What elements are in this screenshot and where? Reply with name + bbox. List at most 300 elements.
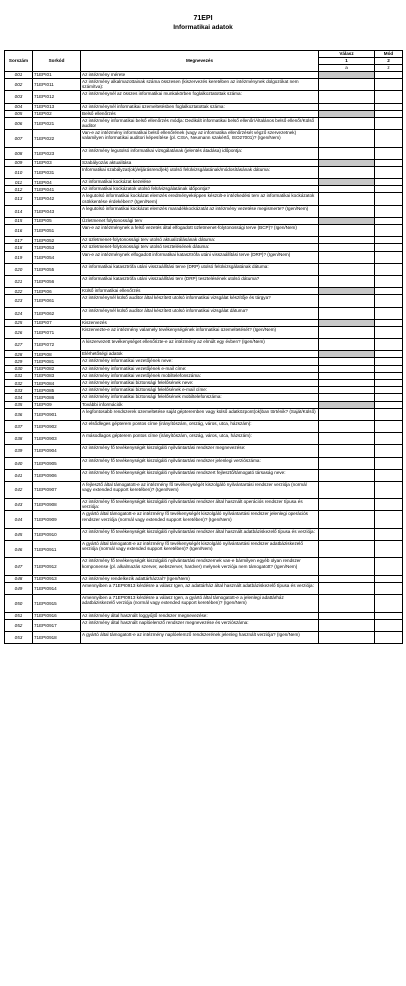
row-sorszam: 028 xyxy=(5,351,33,358)
row-sorszam: 020 xyxy=(5,263,33,275)
row-megnevezes: Informatikai szabályzat(ok)/eljárásrend(ek) utolsó felülvizsgálatának/módosításának dátuma: xyxy=(81,166,319,178)
section-row xyxy=(5,351,403,358)
row-mod-cell xyxy=(375,541,403,558)
row-megnevezes: Az intézménynél külső auditor által készített utolsó informatikai vizsgálat dátuma? xyxy=(81,307,319,319)
row-sorkod: 71EPI0908 xyxy=(33,499,81,511)
row-megnevezes: A gyártó által támogatott-e az intézmény fő tevékenységét kiszolgáló nyilvántartási rendszer jelenlegi operációs rendszer verziója (normál vagy extended support keretében)? (Igen/Nem) xyxy=(81,511,319,528)
row-sorszam: 004 xyxy=(5,103,33,110)
table-row xyxy=(5,457,403,469)
section-row xyxy=(5,217,403,224)
section-row xyxy=(5,401,403,408)
row-valasz-cell[interactable] xyxy=(319,263,375,275)
row-megnevezes: A kiszervezett tevékenységet ellenőrizte-e az intézmény az elmúlt egy évben? (Igen/Nem) xyxy=(81,339,319,351)
table-row xyxy=(5,433,403,445)
table-row xyxy=(5,372,403,379)
row-mod-cell xyxy=(375,619,403,631)
row-mod-cell xyxy=(375,351,403,358)
section-row xyxy=(5,179,403,186)
row-valasz-cell xyxy=(319,288,375,295)
row-valasz-cell[interactable] xyxy=(319,147,375,159)
row-sorszam: 043 xyxy=(5,499,33,511)
row-sorszam: 011 xyxy=(5,179,33,186)
col-header-mod-letter: z xyxy=(375,65,403,72)
row-mod-cell xyxy=(375,558,403,575)
row-sorszam: 039 xyxy=(5,445,33,457)
row-valasz-cell[interactable] xyxy=(319,307,375,319)
row-sorszam: 032 xyxy=(5,380,33,387)
table-body xyxy=(5,72,403,644)
row-valasz-cell[interactable] xyxy=(319,445,375,457)
row-sorszam: 018 xyxy=(5,244,33,251)
section-row xyxy=(5,159,403,166)
row-mod-cell xyxy=(375,244,403,251)
row-valasz-cell xyxy=(319,179,375,186)
row-megnevezes: Az informatikai katasztrófa utáni visszaállítási terve (DRP) utolsó felülvizsgálatának dátuma: xyxy=(81,263,319,275)
table-row xyxy=(5,387,403,394)
table-row xyxy=(5,499,403,511)
table-row xyxy=(5,380,403,387)
row-sorszam: 042 xyxy=(5,481,33,498)
row-megnevezes: Van-e az intézmény informatikai belső ellenőrének (vagy az informatika ellenőrzését végző szervezetnek) valamilyen informatikai auditori képesítése (pl. CISA, Neumann szakértő, ISO27001)? (Igen/Nem) xyxy=(81,130,319,147)
row-sorkod: 71EPI042 xyxy=(33,193,81,205)
table-row xyxy=(5,619,403,631)
row-sorkod: 71EPI01 xyxy=(33,72,81,79)
table-row xyxy=(5,147,403,159)
row-valasz-cell[interactable] xyxy=(319,583,375,595)
row-valasz-cell[interactable] xyxy=(319,558,375,575)
row-mod-cell xyxy=(375,179,403,186)
row-sorszam: 022 xyxy=(5,288,33,295)
row-mod-cell xyxy=(375,79,403,91)
table-row xyxy=(5,91,403,103)
row-mod-cell xyxy=(375,365,403,372)
row-sorszam: 048 xyxy=(5,575,33,582)
row-valasz-cell[interactable] xyxy=(319,433,375,445)
row-sorkod: 71EPI0918 xyxy=(33,631,81,643)
table-row xyxy=(5,511,403,528)
row-valasz-cell[interactable] xyxy=(319,237,375,244)
row-valasz-cell[interactable] xyxy=(319,380,375,387)
row-valasz-cell xyxy=(319,217,375,224)
row-megnevezes: Az intézménynél külső auditor által készített utolsó informatikai vizsgálat készítője és tárgya? xyxy=(81,295,319,307)
row-sorszam: 025 xyxy=(5,319,33,326)
row-mod-cell xyxy=(375,205,403,217)
row-mod-cell xyxy=(375,408,403,420)
row-sorkod: 71EPI062 xyxy=(33,307,81,319)
table-row xyxy=(5,575,403,582)
row-sorszam: 027 xyxy=(5,339,33,351)
row-sorkod: 71EPI0911 xyxy=(33,541,81,558)
table-row xyxy=(5,225,403,237)
row-mod-cell xyxy=(375,372,403,379)
row-mod-cell xyxy=(375,339,403,351)
row-sorkod: 71EPI056 xyxy=(33,275,81,287)
row-megnevezes: A gyártó által támogatott-e az intézmény naplóelemző rendszerének jelenleg használt verziója? (Igen/Nem) xyxy=(81,631,319,643)
table-row xyxy=(5,166,403,178)
row-sorkod: 71EPI0915 xyxy=(33,595,81,612)
row-valasz-cell[interactable] xyxy=(319,408,375,420)
table-row xyxy=(5,469,403,481)
row-mod-cell xyxy=(375,583,403,595)
col-header-valasz: Válasz xyxy=(319,51,375,58)
row-mod-cell xyxy=(375,420,403,432)
row-sorkod: 71EPI022 xyxy=(33,130,81,147)
row-sorszam: 031 xyxy=(5,372,33,379)
row-megnevezes: Az intézmény rendelkezik adattárházzal? (Igen/Nem) xyxy=(81,575,319,582)
row-sorszam: 008 xyxy=(5,147,33,159)
section-row xyxy=(5,319,403,326)
row-sorszam: 010 xyxy=(5,166,33,178)
row-sorszam: 033 xyxy=(5,387,33,394)
row-sorszam: 052 xyxy=(5,619,33,631)
table-row xyxy=(5,445,403,457)
row-mod-cell xyxy=(375,130,403,147)
row-sorkod: 71EPI0916 xyxy=(33,612,81,619)
row-mod-cell xyxy=(375,307,403,319)
col-header-valasz-letter: a xyxy=(319,65,375,72)
row-mod-cell xyxy=(375,457,403,469)
col-header-valasz-num: 1 xyxy=(319,58,375,65)
row-mod-cell xyxy=(375,275,403,287)
row-sorkod: 71EPI05 xyxy=(33,217,81,224)
row-sorszam: 037 xyxy=(5,420,33,432)
row-sorszam: 041 xyxy=(5,469,33,481)
row-valasz-cell[interactable] xyxy=(319,103,375,110)
row-valasz-cell[interactable] xyxy=(319,91,375,103)
row-mod-cell xyxy=(375,575,403,582)
row-valasz-cell[interactable] xyxy=(319,130,375,147)
row-sorszam: 015 xyxy=(5,217,33,224)
row-megnevezes: Az üzletmenet-folytonossági terv utolsó tesztelésének dátuma: xyxy=(81,244,319,251)
row-sorszam: 053 xyxy=(5,631,33,643)
page-header xyxy=(0,0,406,50)
table-row xyxy=(5,186,403,193)
row-mod-cell xyxy=(375,358,403,365)
row-megnevezes: Az intézmény fő tevékenységét kiszolgáló nyilvántartási rendszer megnevezése: xyxy=(81,445,319,457)
row-sorszam: 035 xyxy=(5,401,33,408)
row-valasz-cell[interactable] xyxy=(319,528,375,540)
row-mod-cell xyxy=(375,147,403,159)
row-sorszam: 023 xyxy=(5,295,33,307)
row-sorkod: 71EPI051 xyxy=(33,225,81,237)
row-megnevezes: Az informatikai kockázatok utolsó felülvizsgálatának időpontja? xyxy=(81,186,319,193)
table-row xyxy=(5,205,403,217)
row-megnevezes: További információk xyxy=(81,401,319,408)
row-sorkod: 71EPI071 xyxy=(33,326,81,338)
table-row xyxy=(5,295,403,307)
row-mod-cell xyxy=(375,433,403,445)
row-mod-cell xyxy=(375,380,403,387)
row-megnevezes: Az intézmény informatikai biztonsági felelősének mobiltelefonszáma: xyxy=(81,394,319,401)
row-valasz-cell[interactable] xyxy=(319,575,375,582)
row-valasz-cell[interactable] xyxy=(319,166,375,178)
row-sorszam: 051 xyxy=(5,612,33,619)
row-mod-cell xyxy=(375,217,403,224)
col-header-sorszam: Sorszám xyxy=(5,51,33,72)
row-megnevezes: A másodlagos gépterem pontos címe (irányítószám, ország, város, utca, házszám): xyxy=(81,433,319,445)
row-sorszam: 040 xyxy=(5,457,33,469)
row-valasz-cell[interactable] xyxy=(319,619,375,631)
row-sorkod: 71EPI0907 xyxy=(33,481,81,498)
col-header-mod-num: 2 xyxy=(375,58,403,65)
table-row xyxy=(5,79,403,91)
row-sorszam: 050 xyxy=(5,595,33,612)
row-valasz-cell[interactable] xyxy=(319,186,375,193)
table-row xyxy=(5,631,403,643)
row-sorkod: 71EPI012 xyxy=(33,91,81,103)
row-megnevezes: A gyártó által támogatott-e az intézmény fő tevékenységét kiszolgáló nyilvántartási rendszer adatbáziskezelő verziója (normál vagy extended support keretében)? (Igen/Nem) xyxy=(81,541,319,558)
row-mod-cell xyxy=(375,401,403,408)
row-sorszam: 006 xyxy=(5,117,33,129)
row-sorkod: 71EPI0913 xyxy=(33,575,81,582)
data-table xyxy=(4,50,403,644)
row-megnevezes: Az intézmény legutolsó informatikai vizsgálatának (jelentés átadása) időpontja: xyxy=(81,147,319,159)
row-sorszam: 012 xyxy=(5,186,33,193)
row-mod-cell xyxy=(375,631,403,643)
table-row xyxy=(5,481,403,498)
col-header-megnevezes: Megnevezés xyxy=(81,51,319,72)
row-sorkod: 71EPI0914 xyxy=(33,583,81,595)
row-megnevezes: Az intézmény informatikai vezetőjének e-mail címe: xyxy=(81,365,319,372)
row-sorszam: 026 xyxy=(5,326,33,338)
row-sorszam: 030 xyxy=(5,365,33,372)
row-sorszam: 045 xyxy=(5,528,33,540)
row-megnevezes: Az intézmény mérete xyxy=(81,72,319,79)
row-mod-cell xyxy=(375,511,403,528)
row-valasz-cell[interactable] xyxy=(319,275,375,287)
row-sorszam: 014 xyxy=(5,205,33,217)
row-valasz-cell[interactable] xyxy=(319,612,375,619)
row-sorszam: 007 xyxy=(5,130,33,147)
row-sorkod: 71EPI021 xyxy=(33,117,81,129)
row-sorszam: 044 xyxy=(5,511,33,528)
row-megnevezes: Kiszervezés xyxy=(81,319,319,326)
row-megnevezes: Amennyiben a 71EPI0913 kérdésre a válasz Igen, az adattárház által használt adatbáziskezelő típusa és verziója: xyxy=(81,583,319,595)
row-sorkod: 71EPI0910 xyxy=(33,528,81,540)
table-row xyxy=(5,237,403,244)
row-mod-cell xyxy=(375,288,403,295)
row-sorszam: 019 xyxy=(5,251,33,263)
table-row xyxy=(5,408,403,420)
table-row xyxy=(5,365,403,372)
row-megnevezes: Az informatikai kockázat kezelése xyxy=(81,179,319,186)
row-megnevezes: A legutolsó informatikai kockázat elemzés maradékkockázatát az intézmény vezetése megismerte? (Igen/Nem) xyxy=(81,205,319,217)
row-valasz-cell[interactable] xyxy=(319,358,375,365)
row-valasz-cell[interactable] xyxy=(319,457,375,469)
row-megnevezes: A legutolsó informatikai kockázat elemzés eredményeképpen készült-e intézkedési terv az informatikai kockázatok csökkentése érdekében? (Igen/Nem) xyxy=(81,193,319,205)
table-header xyxy=(5,51,403,72)
row-megnevezes: Van-e az intézménynek elfogadott informatikai katasztrófa utáni visszaállítási terve (DRP)? (Igen/Nem) xyxy=(81,251,319,263)
row-sorkod: 71EPI08 xyxy=(33,351,81,358)
row-sorszam: 009 xyxy=(5,159,33,166)
row-valasz-cell xyxy=(319,401,375,408)
row-sorkod: 71EPI082 xyxy=(33,365,81,372)
row-sorszam: 016 xyxy=(5,225,33,237)
col-header-mod: Mód xyxy=(375,51,403,58)
row-valasz-cell xyxy=(319,319,375,326)
table-row xyxy=(5,130,403,147)
row-valasz-cell[interactable] xyxy=(319,394,375,401)
row-megnevezes: Az intézmény fő tevékenységét kiszolgáló nyilvántartási rendszernek van-e bármilyen egyéb olyan rendszer komponense (pl. alkalmazás szerver, webszerver, hardver) melynek verziója nem támogatott? (Igen/Nem) xyxy=(81,558,319,575)
table-row xyxy=(5,193,403,205)
row-valasz-cell[interactable] xyxy=(319,225,375,237)
row-sorkod: 71EPI061 xyxy=(33,295,81,307)
table-row xyxy=(5,263,403,275)
table-row xyxy=(5,244,403,251)
row-megnevezes: Az intézmény informatikai biztonsági felelősének e-mail címe: xyxy=(81,387,319,394)
row-mod-cell xyxy=(375,225,403,237)
table-row xyxy=(5,583,403,595)
row-mod-cell xyxy=(375,595,403,612)
row-sorkod: 71EPI0917 xyxy=(33,619,81,631)
section-row xyxy=(5,110,403,117)
table-row xyxy=(5,541,403,558)
row-sorkod: 71EPI084 xyxy=(33,380,81,387)
row-valasz-cell[interactable] xyxy=(319,387,375,394)
table-row xyxy=(5,394,403,401)
row-sorszam: 021 xyxy=(5,275,33,287)
row-mod-cell xyxy=(375,91,403,103)
row-sorszam: 046 xyxy=(5,541,33,558)
row-sorkod: 71EPI0901 xyxy=(33,408,81,420)
row-sorkod: 71EPI02 xyxy=(33,110,81,117)
section-row xyxy=(5,72,403,79)
row-megnevezes: Az intézmény fő tevékenységét kiszolgáló nyilvántartási rendszer jelenlegi verziószáma: xyxy=(81,457,319,469)
row-mod-cell xyxy=(375,159,403,166)
row-sorkod: 71EPI085 xyxy=(33,387,81,394)
row-sorkod: 71EPI086 xyxy=(33,394,81,401)
row-sorszam: 034 xyxy=(5,394,33,401)
row-mod-cell xyxy=(375,237,403,244)
row-mod-cell xyxy=(375,72,403,79)
row-valasz-cell[interactable] xyxy=(319,541,375,558)
row-sorkod: 71EPI054 xyxy=(33,251,81,263)
row-sorszam: 005 xyxy=(5,110,33,117)
row-sorszam: 001 xyxy=(5,72,33,79)
row-sorkod: 71EPI013 xyxy=(33,103,81,110)
row-valasz-cell[interactable] xyxy=(319,499,375,511)
row-sorszam: 024 xyxy=(5,307,33,319)
row-megnevezes: Az intézmény informatikai biztonsági felelősének neve: xyxy=(81,380,319,387)
row-sorkod: 71EPI041 xyxy=(33,186,81,193)
row-megnevezes: Külső informatikai ellenőrzés xyxy=(81,288,319,295)
row-sorkod: 71EPI06 xyxy=(33,288,81,295)
row-sorkod: 71EPI031 xyxy=(33,166,81,178)
row-sorkod: 71EPI083 xyxy=(33,372,81,379)
table-row xyxy=(5,420,403,432)
row-sorkod: 71EPI072 xyxy=(33,339,81,351)
row-mod-cell xyxy=(375,295,403,307)
row-sorszam: 002 xyxy=(5,79,33,91)
row-sorszam: 017 xyxy=(5,237,33,244)
table-row xyxy=(5,117,403,129)
row-megnevezes: Az intézmény alkalmazottainak száma összesen (kiszervezés keretében az intézménynek dolgozókat nem számítva): xyxy=(81,79,319,91)
row-sorszam: 049 xyxy=(5,583,33,595)
page-title: 71EPI xyxy=(193,15,213,22)
row-mod-cell xyxy=(375,469,403,481)
table-row xyxy=(5,326,403,338)
row-megnevezes: Amennyiben a 71EPI0913 kérdésre a válasz Igen, a gyártó által támogatott-e a jelenlegi adattárház adatbáziskezelő verziója (normál vagy extended support keretében)? (Igen/Nem) xyxy=(81,595,319,612)
row-megnevezes: Az intézmény fő tevékenységét kiszolgáló nyilvántartási rendszer által használt operációs rendszer típusa és verziója: xyxy=(81,499,319,511)
row-sorkod: 71EPI0906 xyxy=(33,469,81,481)
row-sorszam: 013 xyxy=(5,193,33,205)
row-sorszam: 036 xyxy=(5,408,33,420)
row-megnevezes: Az intézmény fő tevékenységét kiszolgáló nyilvántartási rendszert fejlesztő/támogató társaság neve: xyxy=(81,469,319,481)
row-valasz-cell[interactable] xyxy=(319,631,375,643)
row-valasz-cell[interactable] xyxy=(319,295,375,307)
row-megnevezes: Az intézménynél az összes informatikai munkakörben foglalkoztatottak száma: xyxy=(81,91,319,103)
row-valasz-cell[interactable] xyxy=(319,251,375,263)
row-mod-cell xyxy=(375,186,403,193)
row-mod-cell xyxy=(375,326,403,338)
row-sorszam: 038 xyxy=(5,433,33,445)
table-row xyxy=(5,103,403,110)
row-mod-cell xyxy=(375,166,403,178)
row-megnevezes: Az elsődleges gépterem pontos címe (irányítószám, ország, város, utca, házszám): xyxy=(81,420,319,432)
row-valasz-cell[interactable] xyxy=(319,205,375,217)
table-row xyxy=(5,595,403,612)
row-sorkod: 71EPI0912 xyxy=(33,558,81,575)
row-valasz-cell[interactable] xyxy=(319,511,375,528)
row-sorkod: 71EPI09 xyxy=(33,401,81,408)
row-sorszam: 003 xyxy=(5,91,33,103)
row-sorkod: 71EPI081 xyxy=(33,358,81,365)
row-mod-cell xyxy=(375,110,403,117)
row-megnevezes: Az intézménynél informatikai üzemeltetésben foglalkoztatottak száma: xyxy=(81,103,319,110)
row-valasz-cell[interactable] xyxy=(319,469,375,481)
row-megnevezes: Az intézmény informatikai vezetőjének mobiltelefonszáma: xyxy=(81,372,319,379)
row-megnevezes: Az üzletmenet-folytonossági terv utolsó aktualizálásának dátuma: xyxy=(81,237,319,244)
row-valasz-cell[interactable] xyxy=(319,326,375,338)
row-valasz-cell[interactable] xyxy=(319,481,375,498)
row-valasz-cell[interactable] xyxy=(319,372,375,379)
row-valasz-cell xyxy=(319,72,375,79)
row-mod-cell xyxy=(375,528,403,540)
row-sorszam: 047 xyxy=(5,558,33,575)
row-valasz-cell[interactable] xyxy=(319,365,375,372)
row-valasz-cell[interactable] xyxy=(319,420,375,432)
row-mod-cell xyxy=(375,445,403,457)
row-megnevezes: Van-e az intézménynek a felső vezetés által elfogadott üzletmenet-folytonossági terve (BCP)? (Igen/Nem) xyxy=(81,225,319,237)
row-megnevezes: Az intézmény informatikai belső ellenőrzés módja: Dedikált informatikai belső ellenőr/Általános belső ellenőr/Külső auditor xyxy=(81,117,319,129)
row-megnevezes: Üzletmenet folytonossági terv xyxy=(81,217,319,224)
row-valasz-cell[interactable] xyxy=(319,339,375,351)
row-sorkod: 71EPI0905 xyxy=(33,457,81,469)
row-megnevezes: Az intézmény fő tevékenységét kiszolgáló nyilvántartási rendszer által használt adatbáziskezelő típusa és verziója: xyxy=(81,528,319,540)
row-mod-cell xyxy=(375,612,403,619)
row-megnevezes: A legfontosabb rendszerek üzemeltetése saját gépteremben vagy külső adatközpont(ok)ban történik? (Saját/Külső) xyxy=(81,408,319,420)
row-valasz-cell xyxy=(319,159,375,166)
row-valasz-cell[interactable] xyxy=(319,117,375,129)
table-row xyxy=(5,358,403,365)
row-mod-cell xyxy=(375,387,403,394)
table-row xyxy=(5,558,403,575)
row-mod-cell xyxy=(375,481,403,498)
row-valasz-cell[interactable] xyxy=(319,193,375,205)
row-valasz-cell[interactable] xyxy=(319,595,375,612)
row-sorkod: 71EPI0904 xyxy=(33,445,81,457)
row-valasz-cell xyxy=(319,351,375,358)
row-megnevezes: Elérhetőségi adatok xyxy=(81,351,319,358)
row-valasz-cell[interactable] xyxy=(319,79,375,91)
row-mod-cell xyxy=(375,251,403,263)
row-valasz-cell[interactable] xyxy=(319,244,375,251)
row-sorkod: 71EPI0909 xyxy=(33,511,81,528)
row-megnevezes: Az informatikai katasztrófa utáni visszaállítási terv (DRP) tesztelésének utolsó dátuma? xyxy=(81,275,319,287)
row-sorkod: 71EPI011 xyxy=(33,79,81,91)
table-row xyxy=(5,275,403,287)
row-mod-cell xyxy=(375,394,403,401)
